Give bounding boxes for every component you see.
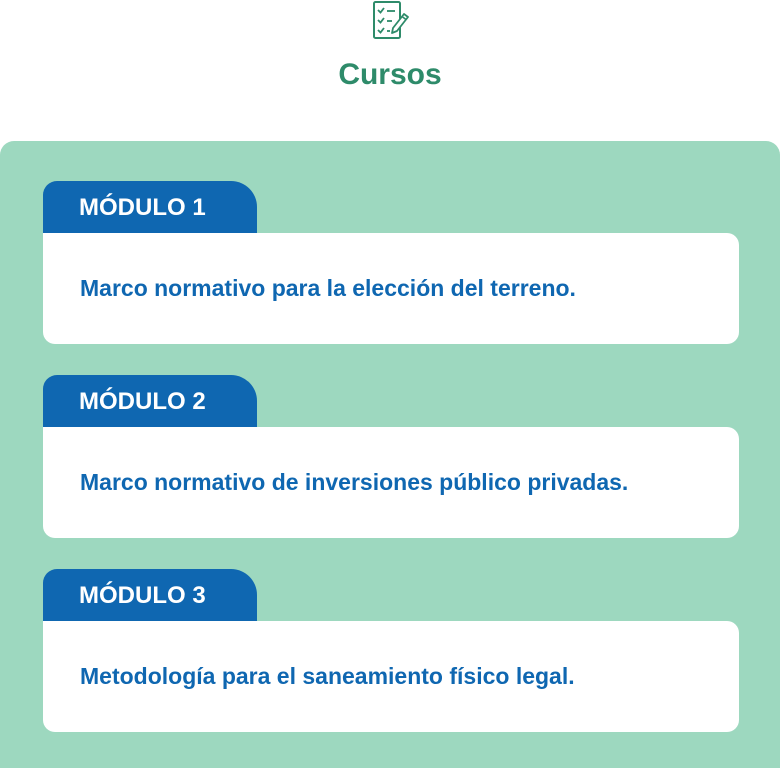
- module-label: MÓDULO 2: [79, 388, 206, 415]
- modules-panel: [0, 141, 780, 768]
- module-title: Marco normativo de inversiones público privadas.: [80, 469, 629, 495]
- module-label: MÓDULO 3: [79, 582, 206, 609]
- checklist-pen-icon: [371, 0, 409, 42]
- module-title: Marco normativo para la elección del terreno.: [80, 275, 576, 301]
- module-card: [43, 233, 739, 344]
- module-title: Metodología para el saneamiento físico legal.: [80, 663, 575, 689]
- module-label: MÓDULO 1: [79, 194, 206, 221]
- page-title: Cursos: [338, 58, 442, 91]
- module-tab: [43, 569, 257, 623]
- module-tab: [43, 375, 257, 429]
- module-tab: [43, 181, 257, 235]
- module-card: [43, 427, 739, 538]
- module-card: [43, 621, 739, 732]
